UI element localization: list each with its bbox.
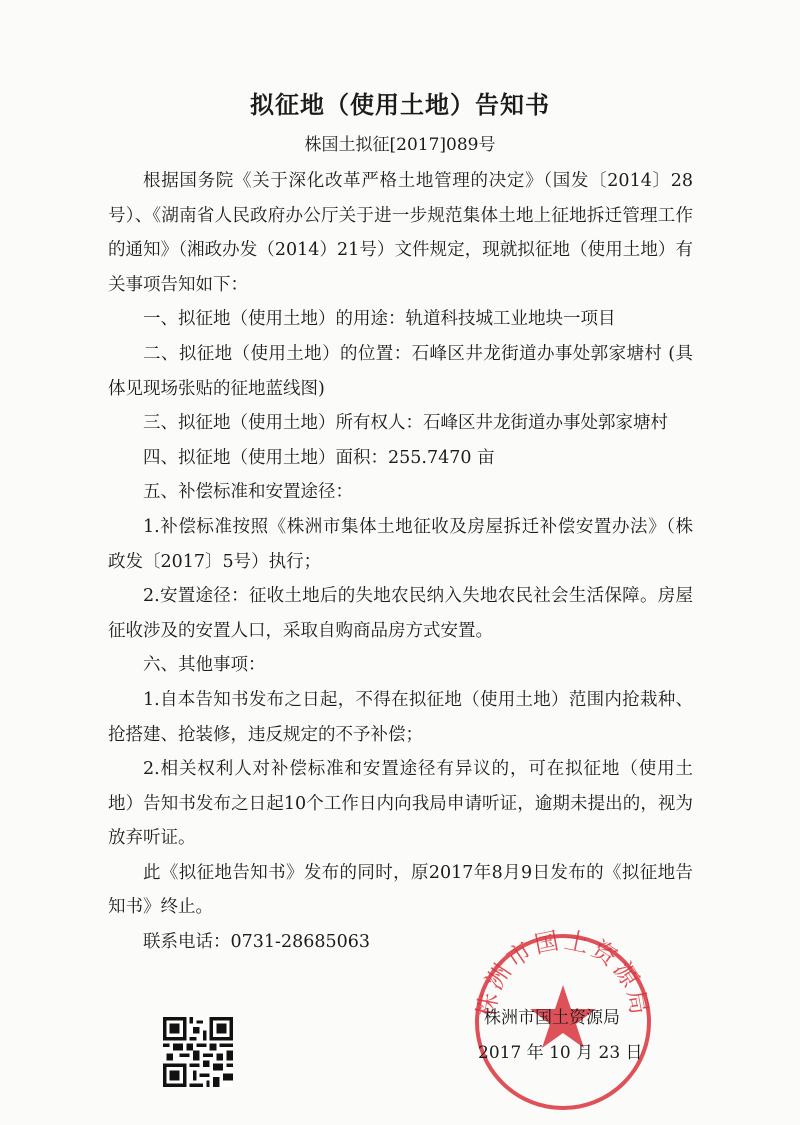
document-body <box>108 164 693 960</box>
document-title: 拟征地（使用土地）告知书 <box>250 91 550 119</box>
paragraph: 2.安置途径：征收土地后的失地农民纳入失地农民社会生活保障。房屋征收涉及的安置人口，采取自购商品房方式安置。 <box>108 586 693 641</box>
qr-code-icon <box>163 1017 233 1087</box>
contact-phone: 联系电话：0731-28685063 <box>143 932 371 953</box>
document-number: 株国土拟征[2017]089号 <box>304 135 496 155</box>
paragraph: 二、拟征地（使用土地）的位置：石峰区井龙街道办事处郭家塘村 (具体见现场张贴的征地蓝线图) <box>108 343 693 399</box>
paragraph: 五、补偿标准和安置途径： <box>143 482 353 503</box>
paragraph: 一、拟征地（使用土地）的用途：轨道科技城工业地块一项目 <box>143 309 616 330</box>
paragraph: 三、拟征地（使用土地）所有权人：石峰区井龙街道办事处郭家塘村 <box>143 413 668 434</box>
paragraph: 1.补偿标准按照《株洲市集体土地征收及房屋拆迁补偿安置办法》（株政发〔2017〕5号）执行； <box>108 516 693 572</box>
signature-date: 2017 年 10 月 23 日 <box>478 1043 643 1063</box>
svg-text:株洲市国土资源局: 株洲市国土资源局 <box>472 927 654 1020</box>
paragraph: 六、其他事项： <box>143 655 266 676</box>
paragraph: 2.相关权利人对补偿标准和安置途径有异议的，可在拟征地（使用土地）告知书发布之日起10个工作日内向我局申请听证，逾期未提出的，视为放弃听证。 <box>108 759 693 849</box>
paragraph: 1.自本告知书发布之日起，不得在拟征地（使用土地）范围内抢栽种、抢搭建、抢装修，违反规定的不予补偿； <box>108 689 693 745</box>
signature-organization: 株洲市国土资源局 <box>484 1008 620 1028</box>
paragraph: 四、拟征地（使用土地）面积：255.7470 亩 <box>143 447 495 468</box>
paragraph: 此《拟征地告知书》发布的同时，原2017年8月9日发布的《拟征地告知书》终止。 <box>108 862 693 918</box>
paragraph: 根据国务院《关于深化改革严格土地管理的决定》（国发〔2014〕28号）、《湖南省人民政府办公厅关于进一步规范集体土地上征地拆迁管理工作的通知》（湘政办发（2014）21号）文件规定，现就拟征地（使用土地）有关事项告知如下： <box>108 171 693 295</box>
